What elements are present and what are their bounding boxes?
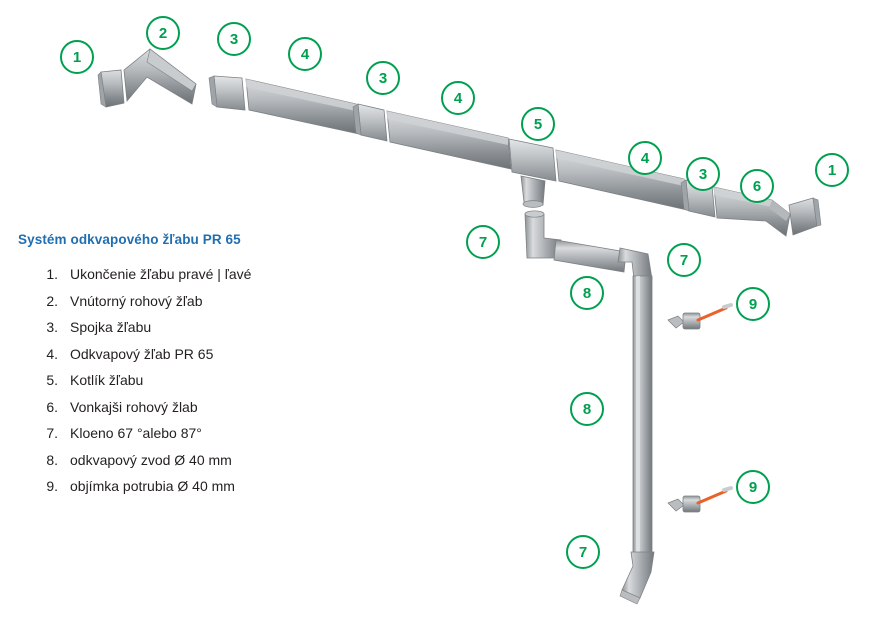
- part-end-cap-right: [789, 198, 821, 235]
- callout-1-left: 1: [60, 40, 94, 74]
- legend-item-label: Ukončenie žľabu pravé | ľavé: [70, 266, 252, 282]
- legend-item-2: [18, 288, 398, 315]
- callout-9-a: 9: [736, 287, 770, 321]
- legend-item-7: [18, 420, 398, 447]
- callout-5: 5: [521, 107, 555, 141]
- part-connector-3b: [353, 104, 387, 141]
- legend-item-3: [18, 314, 398, 341]
- callout-4-c: 4: [628, 141, 662, 175]
- callout-6: 6: [740, 169, 774, 203]
- legend: [18, 232, 398, 500]
- legend-item-label: Spojka žľabu: [70, 319, 152, 335]
- legend-title: Systém odkvapového žľabu PR 65: [18, 232, 241, 247]
- callout-3-c: 3: [686, 157, 720, 191]
- part-downpipe-vertical: [633, 276, 652, 556]
- legend-item-number: 6.: [46, 398, 58, 415]
- callout-3-b: 3: [366, 61, 400, 95]
- legend-item-label: Kotlík žľabu: [70, 372, 144, 388]
- legend-item-number: 8.: [46, 451, 58, 468]
- legend-item-5: [18, 367, 398, 394]
- part-pipe-clamp-lower: [668, 488, 731, 512]
- legend-item-number: 1.: [46, 266, 58, 282]
- part-inner-corner: [124, 49, 196, 104]
- callout-2: 2: [146, 16, 180, 50]
- callout-8-a: 8: [570, 276, 604, 310]
- legend-item-label: Odkvapový žľab PR 65: [70, 345, 214, 362]
- callout-7-a: 7: [466, 225, 500, 259]
- callout-7-b: 7: [667, 243, 701, 277]
- legend-item-number: 9.: [46, 478, 58, 494]
- part-end-cap-left: [98, 70, 124, 107]
- legend-item-number: 4.: [46, 345, 58, 362]
- callout-9-b: 9: [736, 470, 770, 504]
- callout-1-right: 1: [815, 153, 849, 187]
- part-connector-3a: [209, 76, 245, 110]
- callout-8-b: 8: [570, 392, 604, 426]
- part-gutter-4b: [387, 111, 511, 169]
- legend-item-8: [18, 447, 398, 474]
- legend-item-number: 3.: [46, 319, 58, 335]
- legend-item-label: odkvapový zvod Ø 40 mm: [70, 451, 232, 468]
- legend-item-label: Vonkajši rohový žlab: [70, 398, 198, 415]
- part-gutter-outlet: [509, 139, 556, 207]
- legend-item-label: Kloeno 67 °alebo 87°: [70, 425, 202, 441]
- callout-3-a: 3: [217, 22, 251, 56]
- legend-list: [18, 261, 398, 500]
- part-downpipe-horizontal: [554, 240, 626, 272]
- legend-item-number: 5.: [46, 372, 58, 388]
- part-pipe-clamp-upper: [668, 305, 731, 329]
- legend-item-number: 2.: [46, 292, 58, 309]
- part-gutter-4a: [246, 79, 359, 134]
- legend-item-4: [18, 341, 398, 368]
- part-gutter-4c: [556, 150, 687, 210]
- legend-item-9: [18, 473, 398, 500]
- callout-4-a: 4: [288, 37, 322, 71]
- legend-item-number: 7.: [46, 425, 58, 441]
- part-elbow-bottom: [620, 552, 654, 604]
- legend-item-1: [18, 261, 398, 288]
- legend-item-label: Vnútorný rohový žľab: [70, 292, 203, 309]
- legend-item-label: objímka potrubia Ø 40 mm: [70, 478, 235, 494]
- callout-4-b: 4: [441, 81, 475, 115]
- legend-item-6: [18, 394, 398, 421]
- callout-7-c: 7: [566, 535, 600, 569]
